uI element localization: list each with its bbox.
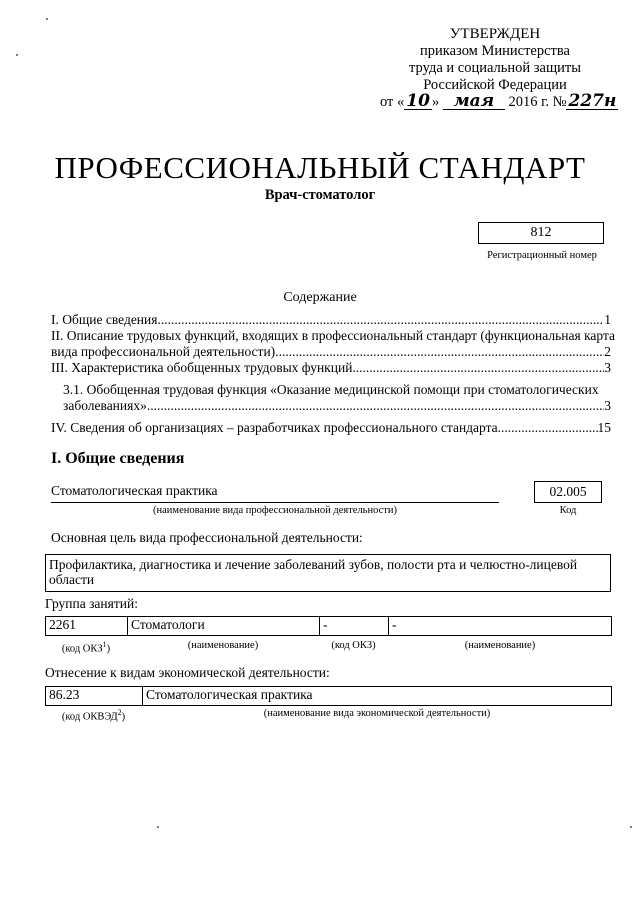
toc-leader bbox=[157, 312, 604, 328]
table-of-contents bbox=[51, 312, 616, 436]
toc-item-text: II. Описание трудовых функций, входящих в профессиональный стандарт (функциональная карта bbox=[51, 328, 616, 343]
econ-caption-code: (код ОКВЭД$^2$) bbox=[61, 708, 126, 723]
document-title: ПРОФЕССИОНАЛЬНЫЙ СТАНДАРТ bbox=[54, 150, 586, 185]
group-caption-code: (код ОКЗ$^1$) bbox=[61, 640, 111, 655]
occupation-group-table bbox=[45, 616, 612, 636]
group-label: Группа занятий: bbox=[45, 596, 138, 611]
econ-activity-table bbox=[45, 686, 612, 706]
scan-speck bbox=[630, 826, 632, 828]
toc-item[interactable] bbox=[51, 382, 611, 414]
toc-item-page: 3 bbox=[604, 360, 611, 375]
group-caption-code-2: (код ОКЗ) bbox=[331, 640, 376, 651]
group-caption-name: (наименование) bbox=[187, 640, 259, 651]
approval-line-3: труда и социальной защиты bbox=[409, 60, 581, 76]
approval-date-line bbox=[380, 91, 617, 111]
table-cell: 86.23 bbox=[46, 687, 143, 706]
toc-item-page: 15 bbox=[597, 420, 611, 435]
toc-item[interactable] bbox=[51, 420, 611, 436]
toc-leader bbox=[498, 420, 598, 436]
activity-caption: (наименование вида профессиональной деятельности) bbox=[153, 505, 397, 516]
toc-leader bbox=[275, 344, 604, 360]
date-quote: » bbox=[431, 94, 440, 110]
table-cell: Стоматологическая практика bbox=[143, 687, 612, 706]
date-prefix: от « bbox=[380, 94, 405, 110]
group-caption-name-2: (наименование) bbox=[464, 640, 536, 651]
toc-item-page: 3 bbox=[604, 398, 611, 413]
toc-item-page: 1 bbox=[604, 312, 611, 327]
registration-number-label: Регистрационный номер bbox=[487, 250, 597, 261]
econ-caption-name: (наименование вида экономической деятельности) bbox=[263, 708, 491, 719]
toc-heading: Содержание bbox=[283, 290, 357, 305]
table-row bbox=[46, 687, 612, 706]
scan-speck bbox=[46, 18, 48, 20]
table-row bbox=[46, 617, 612, 636]
goal-box bbox=[45, 554, 611, 592]
toc-leader bbox=[147, 398, 604, 414]
table-cell: - bbox=[320, 617, 389, 636]
table-cell: - bbox=[389, 617, 612, 636]
toc-item-text-cont: заболеваниях» bbox=[63, 398, 147, 413]
toc-item-page: 2 bbox=[604, 344, 611, 359]
toc-leader bbox=[352, 360, 604, 376]
toc-item-text: III. Характеристика обобщенных трудовых функций bbox=[51, 360, 353, 375]
econ-label: Отнесение к видам экономической деятельности: bbox=[45, 665, 330, 680]
document-subtitle: Врач-стоматолог bbox=[264, 187, 376, 203]
activity-name: Стоматологическая практика bbox=[51, 483, 499, 503]
registration-number-box: 812 bbox=[478, 222, 604, 244]
scan-speck bbox=[16, 54, 18, 56]
toc-item-text: IV. Сведения об организациях – разработчиках профессионального стандарта bbox=[51, 420, 498, 435]
activity-code-caption: Код bbox=[559, 505, 577, 516]
table-cell: 2261 bbox=[46, 617, 128, 636]
approval-line-2: приказом Министерства bbox=[420, 43, 570, 59]
scan-speck bbox=[157, 826, 159, 828]
handwritten-day: 10 bbox=[406, 91, 430, 111]
table-cell: Стоматологи bbox=[128, 617, 320, 636]
goal-label: Основная цель вида профессиональной деятельности: bbox=[51, 530, 363, 545]
approval-block bbox=[380, 26, 617, 111]
approval-line-1: УТВЕРЖДЕН bbox=[449, 26, 541, 42]
goal-text: Профилактика, диагностика и лечение заболеваний зубов, полости рта и челюстно-лицевой области bbox=[49, 557, 578, 587]
toc-item-text-cont: вида профессиональной деятельности) bbox=[51, 344, 276, 359]
date-year: 2016 г. № bbox=[508, 94, 567, 110]
toc-item[interactable] bbox=[51, 360, 611, 376]
activity-code-box: 02.005 bbox=[534, 481, 602, 503]
toc-item-text: 3.1. Обобщенная трудовая функция «Оказание медицинской помощи при стоматологических bbox=[63, 382, 599, 397]
section-heading: I. Общие сведения bbox=[51, 450, 185, 467]
handwritten-month: мая bbox=[443, 94, 505, 110]
toc-item[interactable] bbox=[51, 328, 616, 360]
toc-item-text: I. Общие сведения bbox=[51, 312, 158, 327]
handwritten-number: 227н bbox=[568, 91, 617, 111]
toc-item[interactable] bbox=[51, 312, 611, 328]
approval-line-4: Российской Федерации bbox=[423, 77, 567, 93]
